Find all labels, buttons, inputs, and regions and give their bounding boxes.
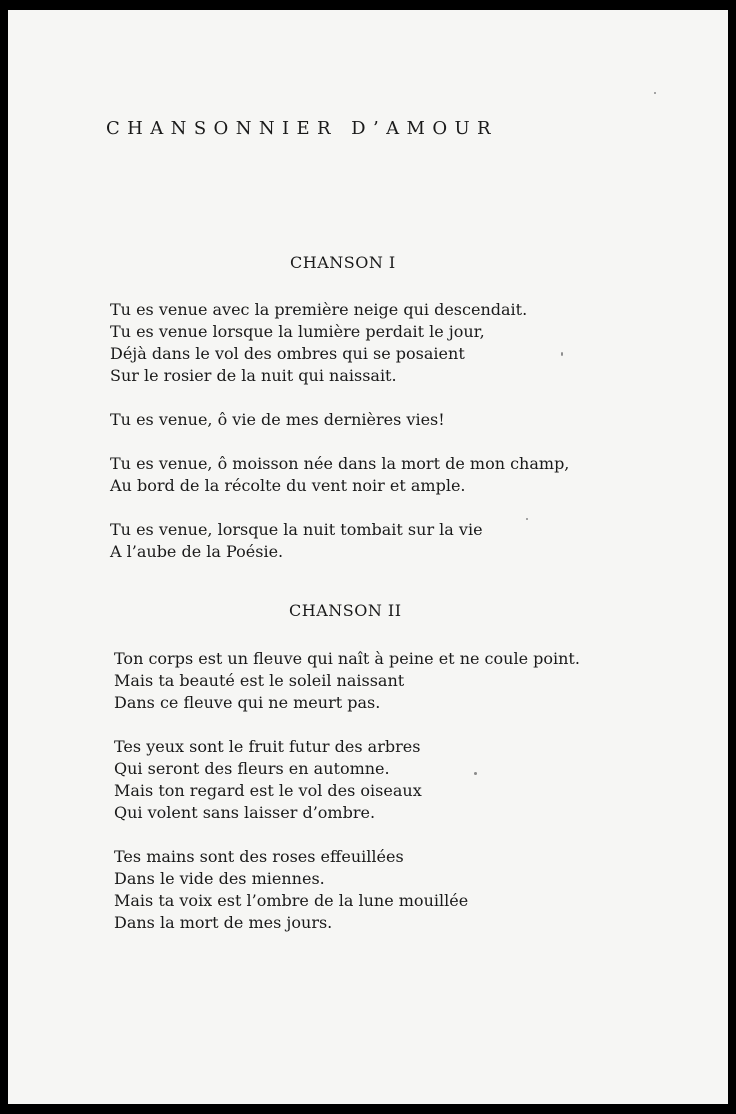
chanson-1-heading: CHANSON I xyxy=(290,253,396,272)
chanson-2-stanza-2 xyxy=(114,736,580,824)
chanson-1-verses xyxy=(110,299,569,585)
verse-line: Mais ton regard est le vol des oiseaux xyxy=(114,781,422,800)
verse-line: Mais ta voix est l’ombre de la lune mouillée xyxy=(114,891,469,910)
verse-line: Déjà dans le vol des ombres qui se posaient xyxy=(110,344,465,363)
chanson-2-stanza-1 xyxy=(114,648,580,714)
chanson-1-stanza-1 xyxy=(110,299,569,387)
verse-line: Tu es venue avec la première neige qui descendait. xyxy=(110,300,528,319)
verse-line: Tes yeux sont le fruit futur des arbres xyxy=(114,737,421,756)
verse-line: Sur le rosier de la nuit qui naissait. xyxy=(110,366,397,385)
verse-line: Tes mains sont des roses effeuillées xyxy=(114,847,404,866)
verse-line: Dans la mort de mes jours. xyxy=(114,913,333,932)
verse-line: Tu es venue, ô vie de mes dernières vies! xyxy=(110,410,445,429)
chanson-1-stanza-2 xyxy=(110,409,569,431)
chanson-2-verses xyxy=(114,648,580,956)
chanson-1-stanza-3 xyxy=(110,453,569,497)
scan-speck xyxy=(526,518,528,520)
verse-line: Tu es venue lorsque la lumière perdait le jour, xyxy=(110,322,485,341)
verse-line: Qui seront des fleurs en automne. xyxy=(114,759,390,778)
verse-line: Dans le vide des miennes. xyxy=(114,869,325,888)
scan-speck xyxy=(561,352,563,356)
chanson-2-stanza-3 xyxy=(114,846,580,934)
verse-line: Dans ce fleuve qui ne meurt pas. xyxy=(114,693,381,712)
verse-line: Tu es venue, ô moisson née dans la mort de mon champ, xyxy=(110,454,570,473)
chanson-2-heading: CHANSON II xyxy=(289,601,402,620)
verse-line: Tu es venue, lorsque la nuit tombait sur la vie xyxy=(110,520,483,539)
book-page xyxy=(8,10,728,1104)
verse-line: A l’aube de la Poésie. xyxy=(110,542,284,561)
verse-line: Au bord de la récolte du vent noir et ample. xyxy=(110,476,466,495)
book-title: CHANSONNIER D’AMOUR xyxy=(106,118,498,139)
chanson-1-stanza-4 xyxy=(110,519,569,563)
verse-line: Mais ta beauté est le soleil naissant xyxy=(114,671,405,690)
scan-speck xyxy=(654,92,656,94)
verse-line: Ton corps est un fleuve qui naît à peine et ne coule point. xyxy=(114,649,580,668)
verse-line: Qui volent sans laisser d’ombre. xyxy=(114,803,376,822)
scan-speck xyxy=(474,772,477,775)
